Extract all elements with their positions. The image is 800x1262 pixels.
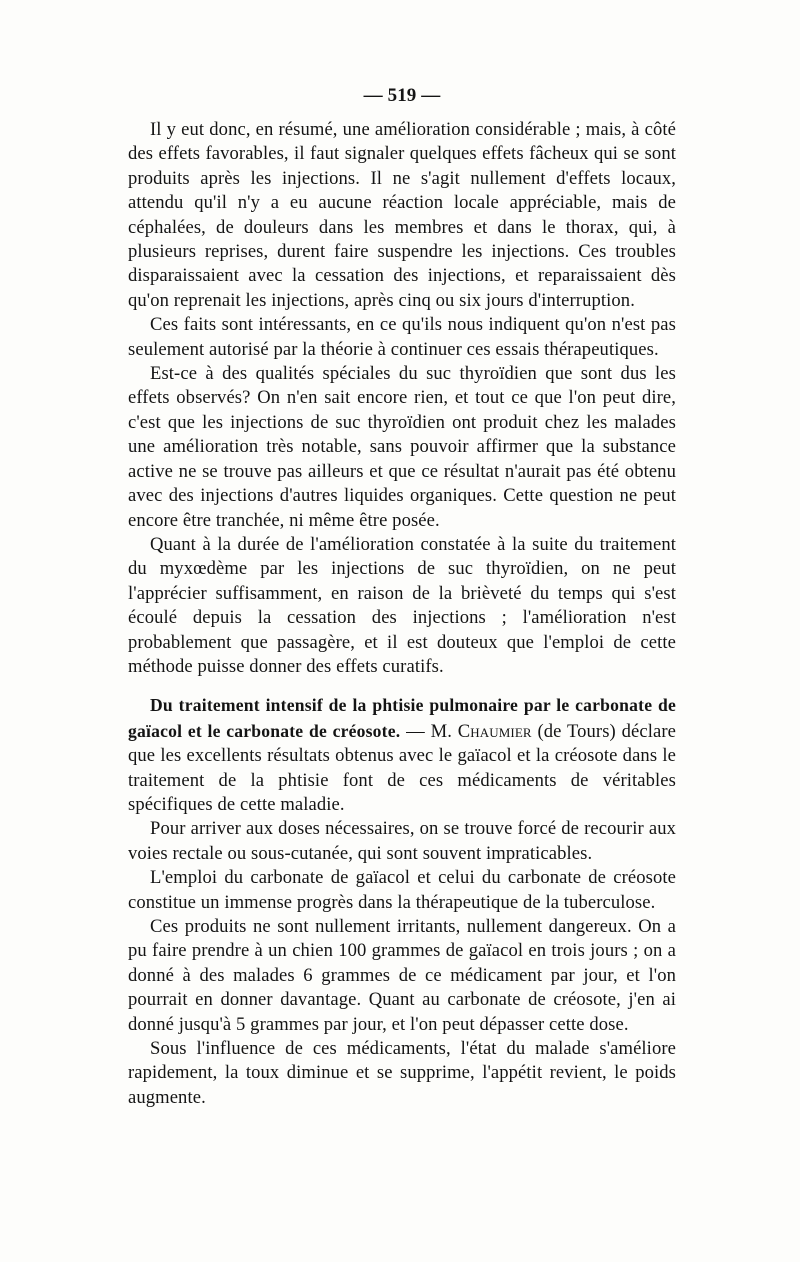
section-author: M. Chaumier bbox=[430, 720, 532, 742]
paragraph-non-irritant: Ces produits ne sont nullement irritants, nullement dangereux. On a pu faire prendre à un chien 100 grammes de gaïacol en trois jours ; on a donné à des malades 6 grammes de ce médicament par jour, et l'on pourrait en donner davantage. Quant au carbonate de créosote, j'en ai donné jusqu'à 5 grammes par jour, et l'on peut dépasser cette dose. bbox=[128, 916, 676, 1035]
paragraph-influence: Sous l'influence de ces médicaments, l'état du malade s'améliore rapidement, la toux diminue et se supprime, l'appétit revient, le poids augmente. bbox=[128, 1038, 676, 1108]
section-heading: Du traitement intensif de la phtisie pulmonaire par le carbonate de gaïacol et le carbonate de créosote. bbox=[128, 695, 676, 741]
paragraph-progress: L'emploi du carbonate de gaïacol et celui du carbonate de créosote constitue un immense progrès dans la thérapeutique de la tuberculose. bbox=[128, 867, 676, 913]
paragraph-thyroid-qualities: Est-ce à des qualités spéciales du suc thyroïdien que sont dus les effets observés? On n'en sait encore rien, et tout ce que l'on peut dire, c'est que les injections de suc thyroïdien ont produit chez les malades une amélioration très notable, sans pouvoir affirmer que la substance active ne se trouve pas ailleurs et que ce résultat n'aurait pas été obtenu avec des injections d'autres liquides organiques. Cette question ne peut encore être tranchée, ni même être posée. bbox=[128, 363, 676, 531]
section-body: (de Tours) déclare que les excellents résultats obtenus avec le gaïacol et la créosote dans le traitement de la phtisie font de ces médicaments de véritables spécifiques de cette maladie. bbox=[128, 720, 676, 815]
paragraph-side-effects: Il y eut donc, en résumé, une amélioration considérable ; mais, à côté des effets favorables, il faut signaler quelques effets fâcheux qui se sont produits après les injections. Il ne s'agit nullement d'effets locaux, attendu qu'il n'y a eu aucune réaction locale appréciable, mais de céphalées, de douleurs dans les membres et dans le thorax, qui, à plusieurs reprises, durent faire suspendre les injections. Ces troubles disparaissaient avec la cessation des injections, et reparaissaient dès qu'on reprenait les injections, après cinq ou six jours d'interruption. bbox=[128, 119, 676, 311]
paragraph-interesting-facts: Ces faits sont intéressants, en ce qu'ils nous indiquent qu'on n'est pas seulement autorisé par la théorie à continuer ces essais thérapeutiques. bbox=[128, 314, 676, 360]
paragraph-duration: Quant à la durée de l'amélioration constatée à la suite du traitement du myxœdème par les injections de suc thyroïdien, on ne peut l'apprécier suffisamment, en raison de la brièveté du temps qui s'est écoulé depuis la cessation des injections ; l'amélioration n'est probablement que passagère, et il est douteux que l'emploi de cette méthode puisse donner des effets curatifs. bbox=[128, 533, 676, 677]
section-phtisie bbox=[128, 693, 676, 817]
page-number: — 519 — bbox=[363, 85, 441, 106]
heading-dash: — bbox=[406, 720, 431, 742]
paragraph-doses: Pour arriver aux doses nécessaires, on se trouve forcé de recourir aux voies rectale ou sous-cutanée, qui sont souvent impraticables. bbox=[128, 818, 676, 864]
text-block bbox=[128, 84, 676, 1110]
